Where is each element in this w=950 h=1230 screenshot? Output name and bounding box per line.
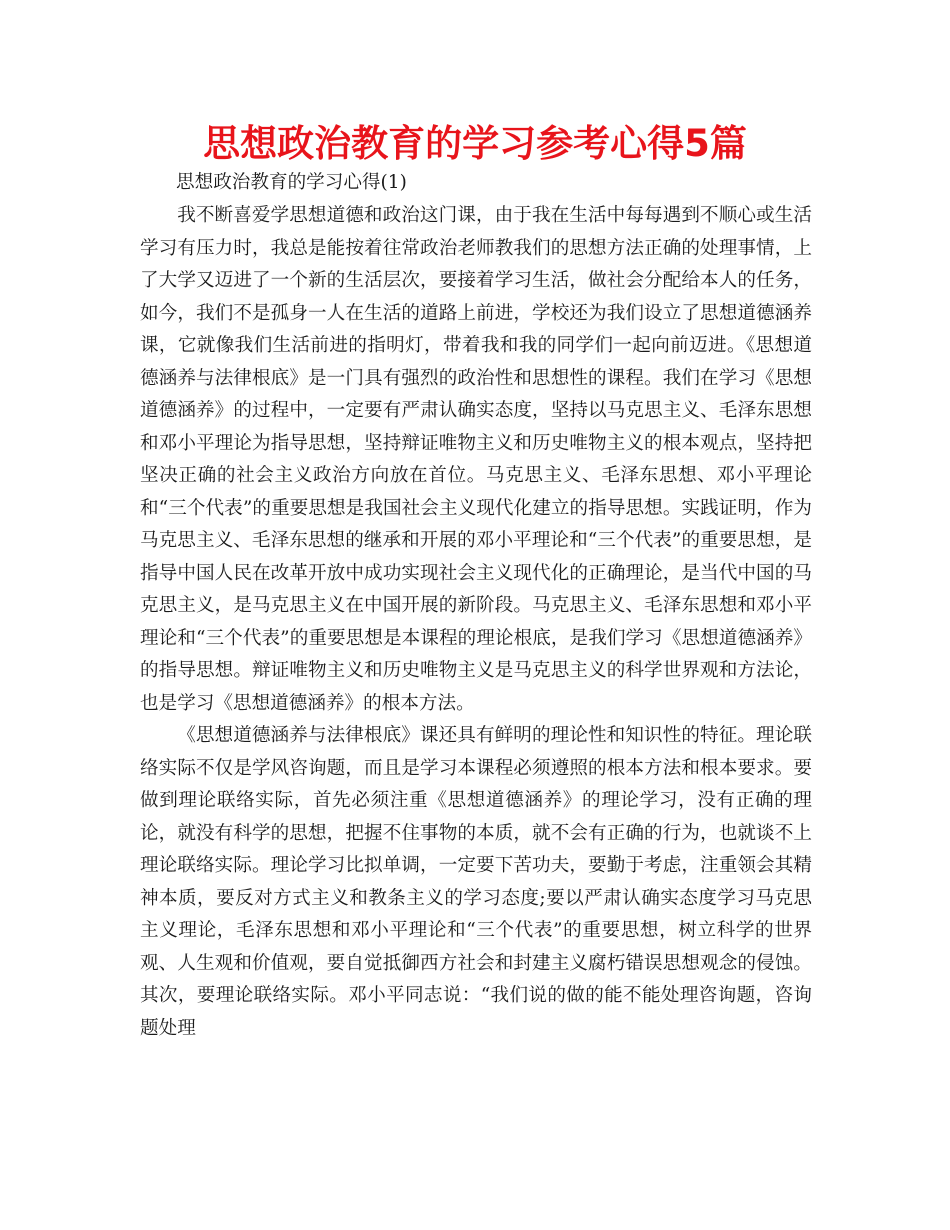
section-heading: 思想政治教育的学习心得(1): [176, 172, 407, 193]
document-title: 思想政治教育的学习参考心得5篇: [203, 122, 747, 165]
body-paragraph-1: 我不断喜爱学思想道德和政治这门课，由于我在生活中每每遇到不顺心或生活学习有压力时，我总是能按着往常政治老师教我们的思想方法正确的处理事情，上了大学又迈进了一个新的生活层次，要接着学习生活，做社会分配给本人的任务，如今，我们不是孤身一人在生活的道路上前进，学校还为我们设立了思想道德涵养课，它就像我们生活前进的指明灯，带着我和我的同学们一起向前迈进。《思想道德涵养与法律根底》是一门具有强烈的政治性和思想性的课程。我们在学习《思想道德涵养》的过程中，一定要有严肃认确实态度，坚持以马克思主义、毛泽东思想和邓小平理论为指导思想，坚持辩证唯物主义和历史唯物主义的根本观点，坚持把坚决正确的社会主义政治方向放在首位。马克思主义、毛泽东思想、邓小平理论和“三个代表”的重要思想是我国社会主义现代化建立的指导思想。实践证明，作为马克思主义、毛泽东思想的继承和开展的邓小平理论和“三个代表”的重要思想，是指导中国人民在改革开放中成功实现社会主义现代化的正确理论，是当代中国的马克思主义，是马克思主义在中国开展的新阶段。马克思主义、毛泽东思想和邓小平理论和“三个代表”的重要思想是本课程的理论根底，是我们学习《思想道德涵养》的指导思想。辩证唯物主义和历史唯物主义是马克思主义的科学世界观和方法论，也是学习《思想道德涵养》的根本方法。: [140, 205, 812, 714]
body-paragraph-2: 《思想道德涵养与法律根底》课还具有鲜明的理论性和知识性的特征。理论联络实际不仅是学风咨询题，而且是学习本课程必须遵照的根本方法和根本要求。要做到理论联络实际，首先必须注重《思想道德涵养》的理论学习，没有正确的理论，就没有科学的思想，把握不住事物的本质，就不会有正确的行为，也就谈不上理论联络实际。理论学习比拟单调，一定要下苦功夫，要勤于考虑，注重领会其精神本质，要反对方式主义和教条主义的学习态度;要以严肃认确实态度学习马克思主义理论，毛泽东思想和邓小平理论和“三个代表”的重要思想，树立科学的世界观、人生观和价值观，要自觉抵御西方社会和封建主义腐朽错误思想观念的侵蚀。其次，要理论联络实际。邓小平同志说：“我们说的做的能不能处理咨询题，咨询题处理: [140, 725, 812, 1039]
document-body: [140, 168, 812, 1045]
